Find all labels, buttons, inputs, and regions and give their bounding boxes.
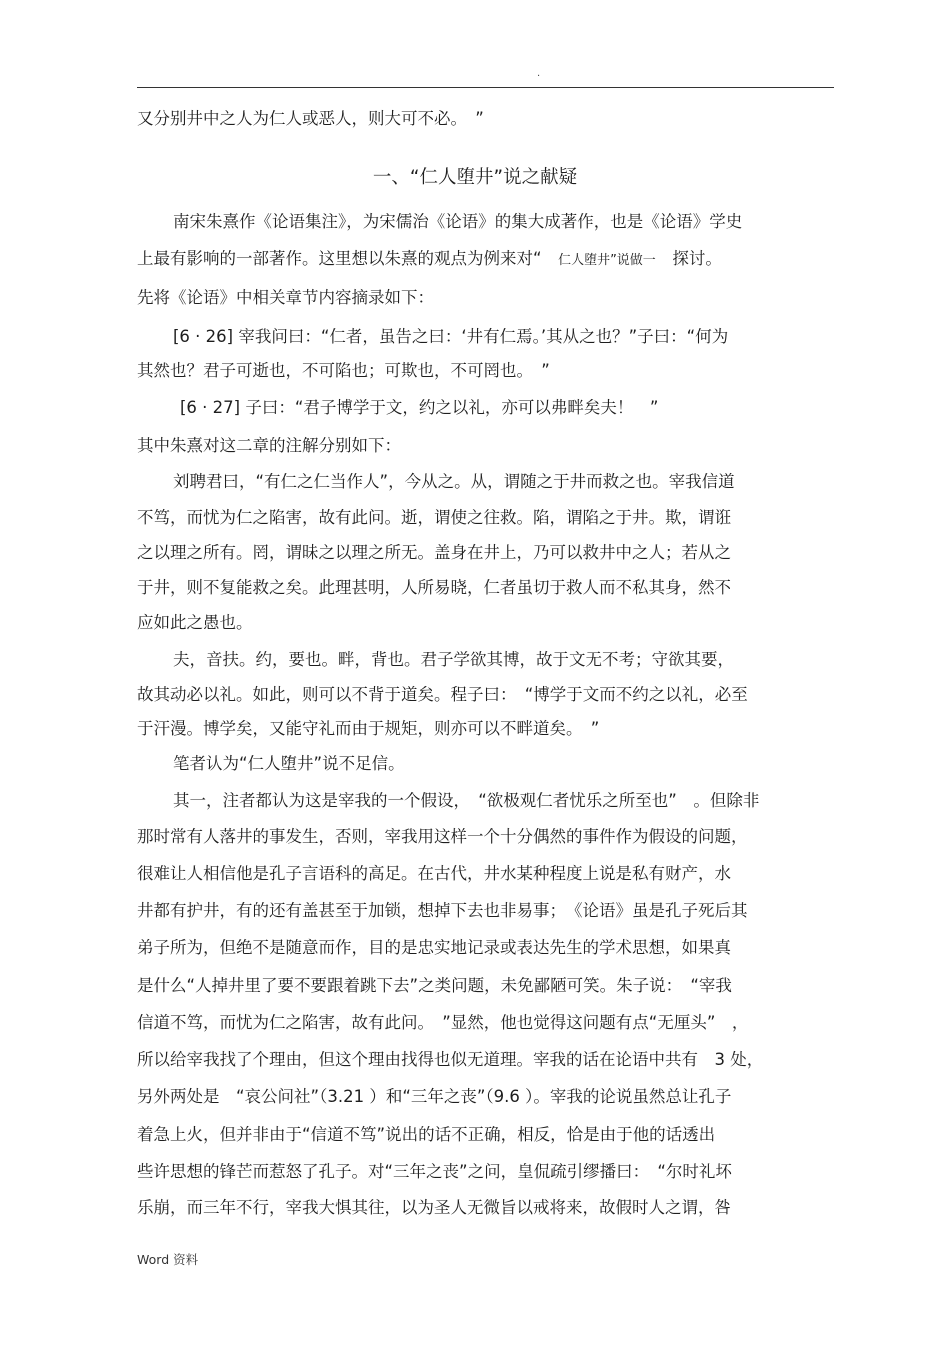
text-line: 其一，注者都认为这是宰我的一个假设， “欲极观仁者忧乐之所至也” 。但除非 <box>173 791 760 810</box>
text-line: 其中朱熹对这二章的注解分别如下： <box>137 436 401 455</box>
small-inline-text: 仁人堕井”说做一 <box>558 253 656 268</box>
quote-line: [6 · 27] 子曰：“君子博学于文，约之以礼，亦可以弗畔矣夫！ ” <box>180 398 659 417</box>
annotation-line: 于汗漫。博学矣，又能守礼而由于规矩，则亦可以不畔道矣。 ” <box>137 719 600 738</box>
annotation-line: 应如此之愚也。 <box>137 613 253 632</box>
quote-line: [6 · 26] 宰我问曰：“仁者，虽告之曰：‘井有仁焉。’其从之也？”子曰：“何为 <box>173 327 729 346</box>
text-line: 很难让人相信他是孔子言语科的高足。在古代，井水某种程度上说是私有财产，水 <box>137 864 731 883</box>
text-line: 笔者认为“仁人堕井”说不足信。 <box>173 754 405 773</box>
annotation-line: 夫，音扶。约，要也。畔，背也。君子学欲其博，故于文无不考；守欲其要， <box>173 650 734 669</box>
annotation-line: 之以理之所有。罔，谓昧之以理之所无。盖身在井上，乃可以救井中之人；若从之 <box>137 543 731 562</box>
annotation-line: 刘聘君曰，“有仁之仁当作人”，今从之。从，谓随之于井而救之也。宰我信道 <box>173 472 735 491</box>
text-line: 上最有影响的一部著作。这里想以朱熹的观点为例来对“ 仁人堕井”说做一 探讨。 <box>137 249 722 268</box>
text-line: 信道不笃，而忧为仁之陷害，故有此问。 ”显然，他也觉得这问题有点“无厘头” ， <box>137 1013 749 1032</box>
annotation-line: 故其动必以礼。如此，则可以不背于道矣。程子曰： “博学于文而不约之以礼，必至 <box>137 685 748 704</box>
text-line: 些许思想的锋芒而惹怒了孔子。对“三年之丧”之问，皇侃疏引缪播曰： “尔时礼坏 <box>137 1162 732 1181</box>
footer-label: Word 资料 <box>137 1252 199 1267</box>
header-mark: . <box>537 68 541 79</box>
text-line: 先将《论语》中相关章节内容摘录如下： <box>137 288 434 307</box>
text-line: 弟子所为，但绝不是随意而作，目的是忠实地记录或表达先生的学术思想，如果真 <box>137 938 731 957</box>
text-line: 南宋朱熹作《论语集注》，为宋儒治《论语》的集大成著作，也是《论语》学史 <box>173 212 743 231</box>
annotation-line: 不笃，而忧为仁之陷害，故有此问。逝，谓使之往救。陷，谓陷之于井。欺，谓诳 <box>137 508 731 527</box>
text-line: 着急上火，但并非由于“信道不笃”说出的话不正确，相反，恰是由于他的话透出 <box>137 1125 716 1144</box>
text-line: 另外两处是 “哀公问社”（3.21 ）和“三年之丧”（9.6 ）。宰我的论说虽然总让孔子 <box>137 1087 732 1106</box>
text-line: 那时常有人落井的事发生，否则，宰我用这样一个十分偶然的事件作为假设的问题， <box>137 827 748 846</box>
text-line: 乐崩，而三年不行，宰我大惧其往，以为圣人无微旨以戒将来，故假时人之谓，咎 <box>137 1198 731 1217</box>
header-rule <box>137 87 834 88</box>
quote-line: 其然也？君子可逝也，不可陷也；可欺也，不可罔也。 ” <box>137 361 550 380</box>
text-line: 又分别井中之人为仁人或恶人，则大可不必。 ” <box>137 109 484 128</box>
section-heading: 一、“仁人堕井”说之献疑 <box>372 167 578 188</box>
text-line: 所以给宰我找了个理由，但这个理由找得也似无道理。宰我的话在论语中共有 3 处， <box>137 1050 764 1069</box>
annotation-line: 于井，则不复能救之矣。此理甚明，人所易晓，仁者虽切于救人而不私其身，然不 <box>137 578 731 597</box>
text-line: 井都有护井，有的还有盖甚至于加锁，想掉下去也非易事； 《论语》虽是孔子死后其 <box>137 901 748 920</box>
text-line: 是什么“人掉井里了要不要跟着跳下去”之类问题，未免鄙陋可笑。朱子说： “宰我 <box>137 976 732 995</box>
